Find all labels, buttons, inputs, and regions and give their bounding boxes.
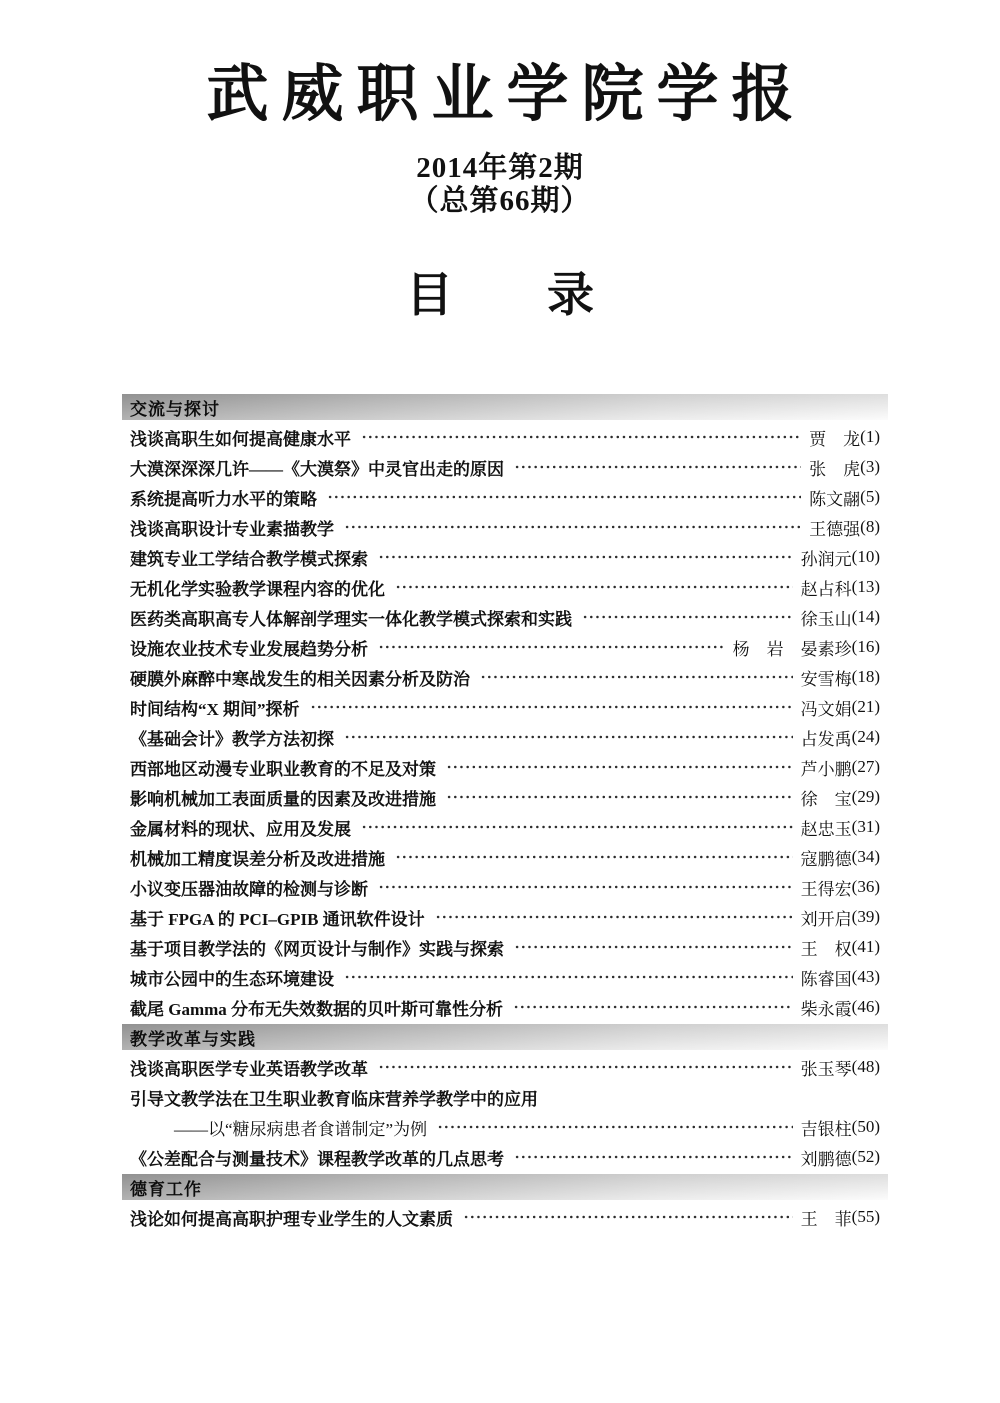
entry-title: 引导文教学法在卫生职业教育临床营养学教学中的应用 — [130, 1089, 538, 1109]
entry-title: 医药类高职高专人体解剖学理实一体化教学模式探索和实践 — [130, 609, 572, 629]
issue-block — [0, 152, 1000, 218]
section-header-bar — [122, 1174, 888, 1200]
toc-entry — [122, 962, 888, 992]
entry-title: 浅谈高职生如何提高健康水平 — [130, 429, 351, 449]
entry-page-number: (29) — [851, 787, 880, 806]
dot-leader — [344, 512, 801, 542]
dot-leader — [513, 992, 793, 1022]
entry-title: 《基础会计》教学方法初探 — [130, 729, 334, 749]
dot-leader — [361, 812, 793, 842]
toc-entry — [122, 812, 888, 842]
toc-entry — [122, 632, 888, 662]
entry-author: 柴永霞 — [800, 999, 852, 1019]
contents-heading: 目 录 — [406, 270, 594, 322]
section-entries — [122, 1052, 888, 1172]
entry-page-number: (48) — [851, 1057, 880, 1076]
entry-title: 硬膜外麻醉中寒战发生的相关因素分析及防治 — [130, 669, 470, 689]
entry-title: 西部地区动漫专业职业教育的不足及对策 — [130, 759, 436, 779]
dot-leader — [480, 662, 793, 692]
entry-author: 陈睿国 — [800, 969, 852, 989]
dot-leader — [514, 1142, 793, 1172]
entry-author: 赵忠玉 — [800, 819, 852, 839]
entry-title: 浅谈高职医学专业英语教学改革 — [130, 1059, 368, 1079]
entry-page-number: (50) — [851, 1117, 880, 1136]
section-label: 教学改革与实践 — [130, 1029, 256, 1049]
entry-author: 徐玉山 — [800, 609, 852, 629]
entry-title: 小议变压器油故障的检测与诊断 — [130, 879, 368, 899]
entry-author: 王得宏 — [800, 879, 852, 899]
entry-author: 杨 岩 晏素珍 — [732, 639, 852, 659]
entry-author: 徐 宝 — [800, 789, 852, 809]
entry-page-number: (18) — [851, 667, 880, 686]
toc-entry — [122, 992, 888, 1022]
dot-leader — [514, 452, 801, 482]
dot-leader — [582, 602, 793, 632]
entry-title: 建筑专业工学结合教学模式探索 — [130, 549, 368, 569]
dot-leader — [327, 482, 801, 512]
toc-entry — [122, 902, 888, 932]
entry-author: 贾 龙 — [809, 429, 861, 449]
entry-page-number: (43) — [851, 967, 880, 986]
entry-author: 刘开启 — [800, 909, 852, 929]
toc-entry — [122, 692, 888, 722]
entry-page-number: (8) — [860, 517, 880, 536]
toc-entry — [122, 722, 888, 752]
toc-entry — [122, 752, 888, 782]
entry-page-number: (13) — [851, 577, 880, 596]
entry-author: 张玉琴 — [800, 1059, 852, 1079]
toc-entry — [122, 662, 888, 692]
cumulative-issue-number: （总第66期） — [409, 185, 591, 217]
toc-section — [122, 1024, 888, 1172]
entry-title: 金属材料的现状、应用及发展 — [130, 819, 351, 839]
dot-leader — [395, 572, 793, 602]
toc-entry — [122, 932, 888, 962]
entry-page-number: (16) — [851, 637, 880, 656]
toc-entry — [122, 1082, 888, 1112]
section-entries — [122, 422, 888, 1022]
dot-leader — [446, 782, 793, 812]
dot-leader — [344, 722, 793, 752]
entry-page-number: (1) — [860, 427, 880, 446]
entry-author: 赵占科 — [800, 579, 852, 599]
entry-title: 浅论如何提高高职护理专业学生的人文素质 — [130, 1209, 453, 1229]
toc-entry — [122, 572, 888, 602]
entry-author: 芦小鹏 — [800, 759, 852, 779]
toc-entry — [122, 1112, 888, 1142]
entry-page-number: (55) — [851, 1207, 880, 1226]
entry-page-number: (10) — [851, 547, 880, 566]
section-header-bar — [122, 394, 888, 420]
entry-title: 基于项目教学法的《网页设计与制作》实践与探索 — [130, 939, 504, 959]
entry-title: 机械加工精度误差分析及改进措施 — [130, 849, 385, 869]
entry-title: 系统提高听力水平的策略 — [130, 489, 317, 509]
dot-leader — [344, 962, 793, 992]
entry-page-number: (46) — [851, 997, 880, 1016]
dot-leader — [514, 932, 793, 962]
toc-entry — [122, 1142, 888, 1172]
toc-section — [122, 394, 888, 1022]
toc-entry — [122, 512, 888, 542]
dot-leader — [378, 632, 725, 662]
entry-page-number: (21) — [851, 697, 880, 716]
entry-page-number: (31) — [851, 817, 880, 836]
toc-entry — [122, 782, 888, 812]
entry-author: 王德强 — [809, 519, 861, 539]
entry-title: 时间结构“X 期间”探析 — [130, 699, 300, 719]
entry-page-number: (41) — [851, 937, 880, 956]
entry-author: 孙润元 — [800, 549, 852, 569]
entry-page-number: (14) — [851, 607, 880, 626]
entry-title: 设施农业技术专业发展趋势分析 — [130, 639, 368, 659]
entry-title: 《公差配合与测量技术》课程教学改革的几点思考 — [130, 1149, 504, 1169]
dot-leader — [361, 422, 801, 452]
dot-leader — [463, 1202, 793, 1232]
toc-entry — [122, 542, 888, 572]
entry-page-number: (52) — [851, 1147, 880, 1166]
entry-page-number: (3) — [860, 457, 880, 476]
entry-author: 寇鹏德 — [800, 849, 852, 869]
entry-author: 安雪梅 — [800, 669, 852, 689]
table-of-contents — [122, 394, 888, 1232]
entry-title: 浅谈高职设计专业素描教学 — [130, 519, 334, 539]
entry-author: 陈文翮 — [809, 489, 861, 509]
toc-entry — [122, 482, 888, 512]
entry-page-number: (36) — [851, 877, 880, 896]
entry-author: 张 虎 — [809, 459, 861, 479]
toc-entry — [122, 1052, 888, 1082]
section-header-bar — [122, 1024, 888, 1050]
entry-title: 截尾 Gamma 分布无失效数据的贝叶斯可靠性分析 — [130, 999, 504, 1019]
masthead — [0, 0, 1000, 324]
entry-author: 占发禹 — [800, 729, 852, 749]
entry-author: 冯文娟 — [800, 699, 852, 719]
issue-number: 2014年第2期 — [416, 152, 584, 184]
toc-entry — [122, 452, 888, 482]
entry-title: 影响机械加工表面质量的因素及改进措施 — [130, 789, 436, 809]
dot-leader — [437, 1112, 793, 1142]
entry-title: 基于 FPGA 的 PCI–GPIB 通讯软件设计 — [130, 909, 425, 929]
entry-author: 王 权 — [800, 939, 852, 959]
entry-title: ——以“糖尿病患者食谱制定”为例 — [174, 1119, 428, 1139]
dot-leader — [446, 752, 793, 782]
dot-leader — [435, 902, 793, 932]
toc-entry — [122, 872, 888, 902]
entry-title: 无机化学实验教学课程内容的优化 — [130, 579, 385, 599]
section-entries — [122, 1202, 888, 1232]
section-label: 交流与探讨 — [130, 399, 220, 419]
dot-leader — [395, 842, 793, 872]
toc-section — [122, 1174, 888, 1232]
toc-entry — [122, 422, 888, 452]
dot-leader — [378, 542, 793, 572]
entry-page-number: (24) — [851, 727, 880, 746]
entry-author: 王 菲 — [800, 1209, 852, 1229]
dot-leader — [310, 692, 793, 722]
entry-page-number: (5) — [860, 487, 880, 506]
entry-page-number: (34) — [851, 847, 880, 866]
entry-author: 刘鹏德 — [800, 1149, 852, 1169]
dot-leader — [378, 872, 793, 902]
toc-entry — [122, 602, 888, 632]
entry-author: 吉银柱 — [800, 1119, 852, 1139]
toc-entry — [122, 1202, 888, 1232]
toc-entry — [122, 842, 888, 872]
dot-leader — [378, 1052, 793, 1082]
entry-title: 城市公园中的生态环境建设 — [130, 969, 334, 989]
section-label: 德育工作 — [130, 1179, 202, 1199]
entry-page-number: (39) — [851, 907, 880, 926]
entry-title: 大漠深深深几许——《大漠祭》中灵官出走的原因 — [130, 459, 504, 479]
entry-page-number: (27) — [851, 757, 880, 776]
journal-title: 武威职业学院学报 — [206, 61, 807, 129]
